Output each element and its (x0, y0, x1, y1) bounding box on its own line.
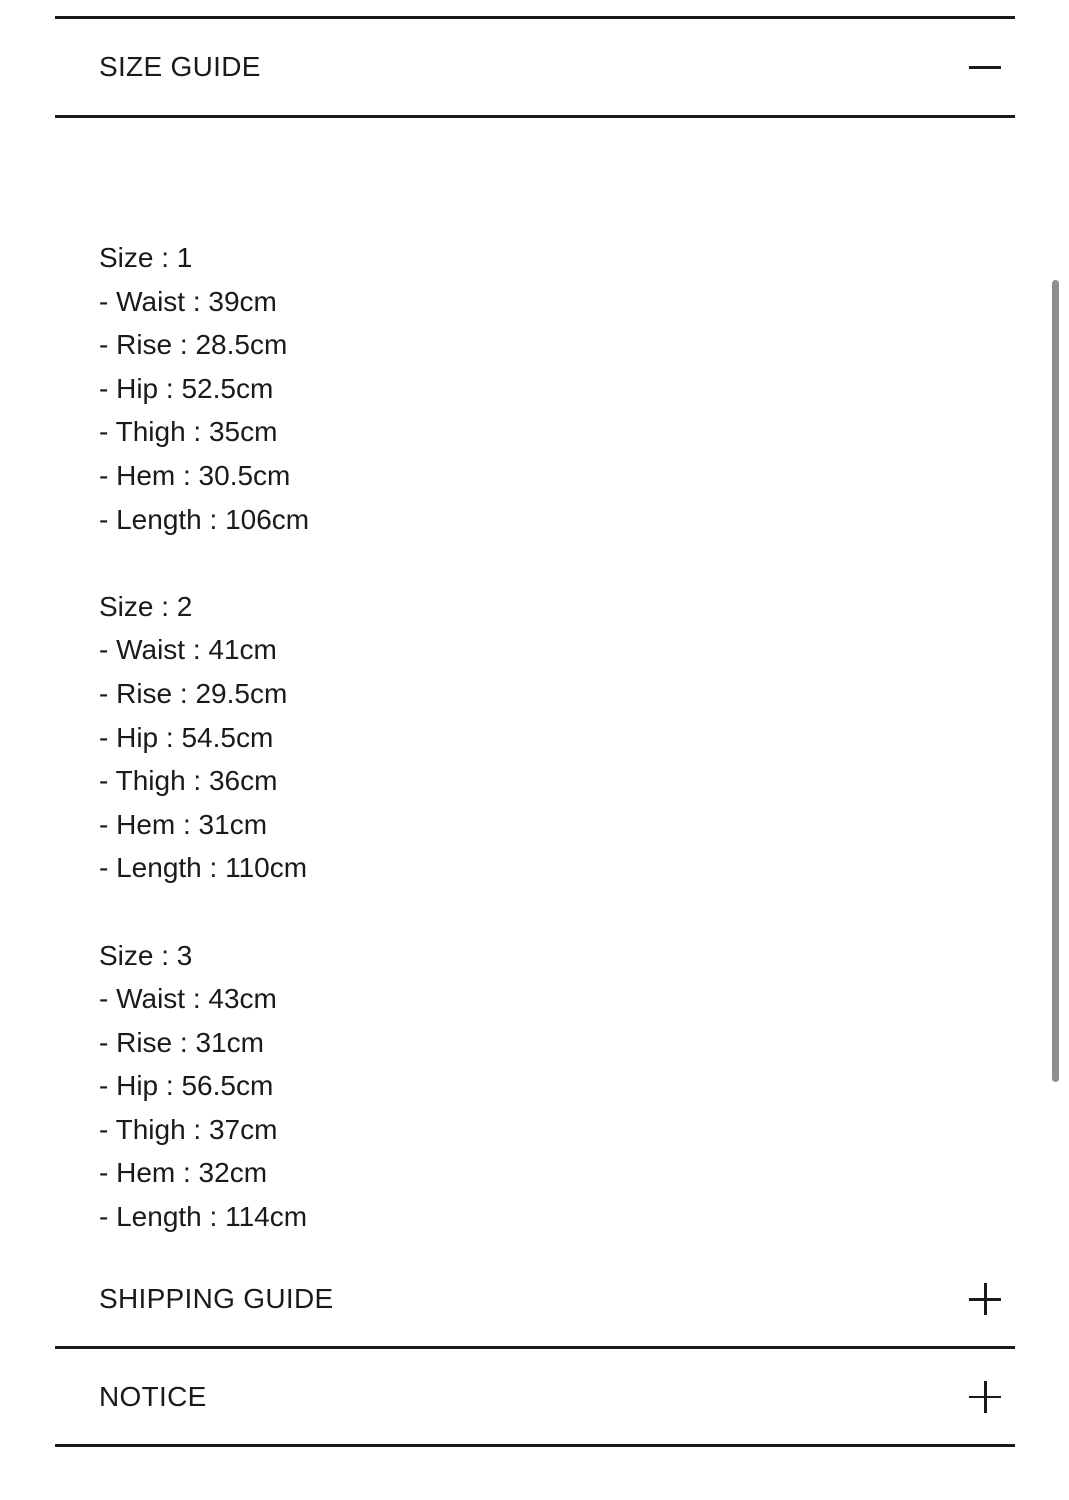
size-guide-content (99, 236, 309, 1239)
size-guide-header[interactable] (55, 19, 1015, 115)
notice-title: NOTICE (99, 1380, 207, 1412)
notice-header[interactable] (55, 1349, 1015, 1444)
size-heading: Size : 1 (99, 242, 193, 273)
measurement-length: - Length : 106cm (99, 503, 310, 535)
size-block-2 (99, 585, 309, 890)
notice-divider (55, 1444, 1015, 1447)
plus-icon[interactable] (969, 1381, 1001, 1413)
measurement-waist: - Waist : 39cm (99, 285, 277, 317)
vertical-scrollbar[interactable] (1052, 280, 1059, 1082)
measurement-rise: - Rise : 29.5cm (99, 677, 288, 709)
measurement-length: - Length : 114cm (99, 1201, 308, 1233)
measurement-rise: - Rise : 31cm (99, 1026, 264, 1058)
measurement-thigh: - Thigh : 36cm (99, 765, 278, 797)
measurement-waist: - Waist : 43cm (99, 983, 277, 1015)
measurement-thigh: - Thigh : 37cm (99, 1113, 278, 1145)
measurement-waist: - Waist : 41cm (99, 634, 277, 666)
measurement-hem: - Hem : 32cm (99, 1157, 268, 1189)
measurement-hem: - Hem : 30.5cm (99, 459, 291, 491)
size-guide-divider (55, 115, 1015, 118)
minus-icon[interactable] (969, 51, 1001, 83)
size-heading: Size : 2 (99, 590, 193, 622)
measurement-rise: - Rise : 28.5cm (99, 329, 288, 361)
measurement-hip: - Hip : 56.5cm (99, 1070, 274, 1102)
plus-icon[interactable] (969, 1283, 1001, 1315)
size-block-3 (99, 934, 309, 1239)
measurement-hem: - Hem : 31cm (99, 808, 268, 840)
measurement-length: - Length : 110cm (99, 852, 308, 884)
size-heading: Size : 3 (99, 939, 193, 971)
shipping-guide-header[interactable] (55, 1252, 1015, 1346)
measurement-hip: - Hip : 54.5cm (99, 721, 274, 753)
size-block-1 (99, 236, 309, 541)
size-guide-title: SIZE GUIDE (99, 51, 261, 82)
measurement-hip: - Hip : 52.5cm (99, 372, 274, 404)
shipping-guide-title: SHIPPING GUIDE (99, 1283, 334, 1314)
measurement-thigh: - Thigh : 35cm (99, 416, 278, 448)
